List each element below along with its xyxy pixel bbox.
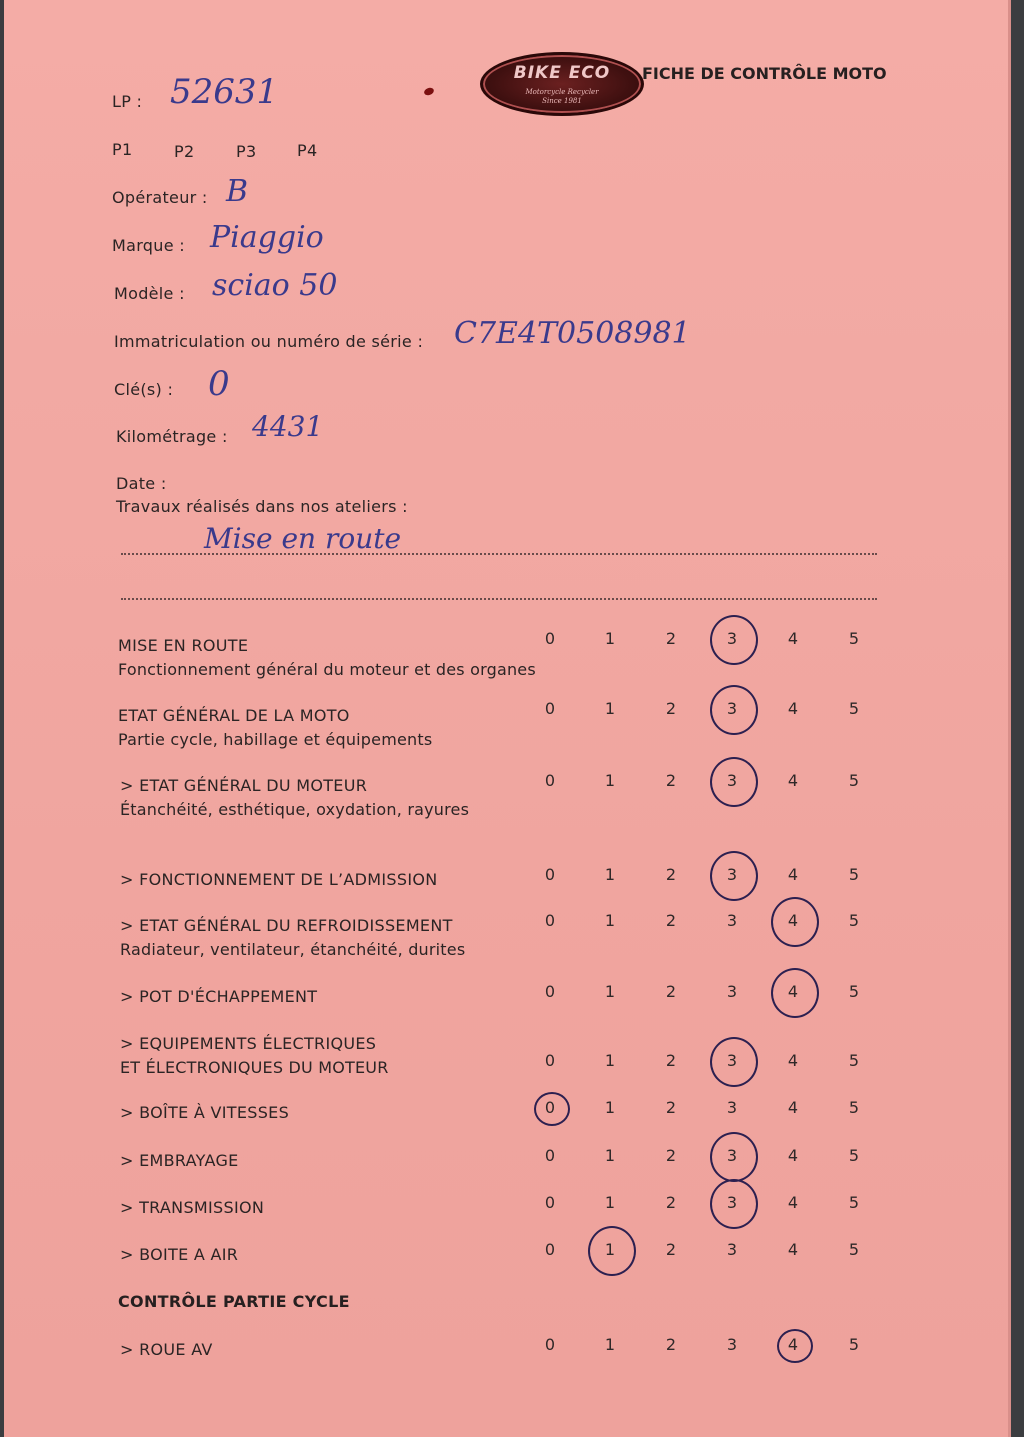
row-score-0[interactable]: 0 xyxy=(544,1193,556,1212)
cycle-row-score-1[interactable]: 1 xyxy=(604,1335,616,1354)
position-p1[interactable]: P1 xyxy=(112,140,133,159)
row-title: > POT D'ÉCHAPPEMENT xyxy=(120,987,318,1006)
operateur-label: Opérateur : xyxy=(112,188,208,207)
row-score-2[interactable]: 2 xyxy=(665,1098,677,1117)
row-score-0[interactable]: 0 xyxy=(544,1051,556,1070)
row-subtitle: Partie cycle, habillage et équipements xyxy=(118,730,433,749)
row-score-1[interactable]: 1 xyxy=(604,1146,616,1165)
row-score-1[interactable]: 1 xyxy=(604,699,616,718)
row-score-3[interactable]: 3 xyxy=(726,911,738,930)
row-score-2[interactable]: 2 xyxy=(665,1051,677,1070)
row-score-0[interactable]: 0 xyxy=(544,629,556,648)
row-title: > EQUIPEMENTS ÉLECTRIQUES xyxy=(120,1034,377,1053)
row-title: > FONCTIONNEMENT DE L’ADMISSION xyxy=(120,870,438,889)
section-partie-cycle: CONTRÔLE PARTIE CYCLE xyxy=(118,1292,350,1311)
row-score-1[interactable]: 1 xyxy=(604,982,616,1001)
immatriculation-value[interactable]: C7E4T0508981 xyxy=(454,316,691,351)
row-score-3[interactable]: 3 xyxy=(726,699,738,718)
row-score-0[interactable]: 0 xyxy=(544,699,556,718)
row-score-5[interactable]: 5 xyxy=(848,629,860,648)
row-score-5[interactable]: 5 xyxy=(848,1193,860,1212)
row-score-5[interactable]: 5 xyxy=(848,865,860,884)
row-score-4[interactable]: 4 xyxy=(787,771,799,790)
row-score-4[interactable]: 4 xyxy=(787,1098,799,1117)
row-score-2[interactable]: 2 xyxy=(665,1193,677,1212)
row-score-0[interactable]: 0 xyxy=(544,982,556,1001)
logo-brand: BIKE ECO xyxy=(513,63,611,83)
row-score-0[interactable]: 0 xyxy=(544,771,556,790)
ink-mark xyxy=(423,87,435,97)
row-score-5[interactable]: 5 xyxy=(848,699,860,718)
date-label: Date : xyxy=(116,474,167,493)
cles-value[interactable]: 0 xyxy=(208,364,230,404)
row-score-4[interactable]: 4 xyxy=(787,1193,799,1212)
operateur-value[interactable]: B xyxy=(226,174,249,209)
logo-tagline: Motorcycle Recycler xyxy=(525,88,599,96)
row-score-1[interactable]: 1 xyxy=(604,1098,616,1117)
lp-label: LP : xyxy=(112,92,143,111)
row-score-4[interactable]: 4 xyxy=(787,1051,799,1070)
cles-label: Clé(s) : xyxy=(114,380,174,399)
row-score-5[interactable]: 5 xyxy=(848,771,860,790)
row-score-3[interactable]: 3 xyxy=(726,1051,738,1070)
row-score-5[interactable]: 5 xyxy=(848,1098,860,1117)
immatriculation-label: Immatriculation ou numéro de série : xyxy=(114,332,424,351)
row-subtitle: ET ÉLECTRONIQUES DU MOTEUR xyxy=(120,1058,389,1077)
travaux-value[interactable]: Mise en route xyxy=(204,522,402,555)
row-score-4[interactable]: 4 xyxy=(787,865,799,884)
row-score-5[interactable]: 5 xyxy=(848,1146,860,1165)
row-score-3[interactable]: 3 xyxy=(726,771,738,790)
row-score-3[interactable]: 3 xyxy=(726,865,738,884)
row-score-2[interactable]: 2 xyxy=(665,771,677,790)
row-score-4[interactable]: 4 xyxy=(787,982,799,1001)
cycle-row-score-0[interactable]: 0 xyxy=(544,1335,556,1354)
travaux-line-1 xyxy=(121,553,877,555)
cycle-row-score-5[interactable]: 5 xyxy=(848,1335,860,1354)
row-subtitle: Étanchéité, esthétique, oxydation, rayures xyxy=(120,800,470,819)
row-score-1[interactable]: 1 xyxy=(604,629,616,648)
row-score-4[interactable]: 4 xyxy=(787,1240,799,1259)
row-score-4[interactable]: 4 xyxy=(787,699,799,718)
row-title: MISE EN ROUTE xyxy=(118,636,249,655)
row-score-1[interactable]: 1 xyxy=(604,1051,616,1070)
travaux-label: Travaux réalisés dans nos ateliers : xyxy=(116,497,408,516)
row-subtitle: Radiateur, ventilateur, étanchéité, durites xyxy=(120,940,466,959)
row-score-2[interactable]: 2 xyxy=(665,629,677,648)
row-score-3[interactable]: 3 xyxy=(726,982,738,1001)
row-score-2[interactable]: 2 xyxy=(665,1146,677,1165)
cycle-row-score-4[interactable]: 4 xyxy=(787,1335,799,1354)
row-score-2[interactable]: 2 xyxy=(665,699,677,718)
row-title: > EMBRAYAGE xyxy=(120,1151,239,1170)
row-score-0[interactable]: 0 xyxy=(544,865,556,884)
position-p2[interactable]: P2 xyxy=(174,142,195,161)
page-title: FICHE DE CONTRÔLE MOTO xyxy=(642,64,887,83)
row-title: ETAT GÉNÉRAL DE LA MOTO xyxy=(118,706,350,725)
row-score-5[interactable]: 5 xyxy=(848,982,860,1001)
cycle-row-score-3[interactable]: 3 xyxy=(726,1335,738,1354)
kilometrage-value[interactable]: 4431 xyxy=(252,410,324,443)
row-score-0[interactable]: 0 xyxy=(544,1098,556,1117)
row-score-1[interactable]: 1 xyxy=(604,911,616,930)
cycle-row-title: > ROUE AV xyxy=(120,1340,213,1359)
row-score-4[interactable]: 4 xyxy=(787,911,799,930)
row-score-0[interactable]: 0 xyxy=(544,1146,556,1165)
row-score-1[interactable]: 1 xyxy=(604,1240,616,1259)
row-score-4[interactable]: 4 xyxy=(787,629,799,648)
row-score-3[interactable]: 3 xyxy=(726,1193,738,1212)
row-score-2[interactable]: 2 xyxy=(665,982,677,1001)
cycle-row-score-2[interactable]: 2 xyxy=(665,1335,677,1354)
lp-value[interactable]: 52631 xyxy=(170,72,279,112)
marque-label: Marque : xyxy=(112,236,185,255)
modele-label: Modèle : xyxy=(114,284,185,303)
row-score-5[interactable]: 5 xyxy=(848,1051,860,1070)
row-score-5[interactable]: 5 xyxy=(848,911,860,930)
row-score-1[interactable]: 1 xyxy=(604,1193,616,1212)
modele-value[interactable]: sciao 50 xyxy=(212,268,338,303)
row-title: > BOÎTE À VITESSES xyxy=(120,1103,290,1122)
row-title: > BOITE A AIR xyxy=(120,1245,239,1264)
row-score-1[interactable]: 1 xyxy=(604,865,616,884)
row-score-4[interactable]: 4 xyxy=(787,1146,799,1165)
row-score-2[interactable]: 2 xyxy=(665,1240,677,1259)
row-title: > ETAT GÉNÉRAL DU MOTEUR xyxy=(120,776,368,795)
row-score-5[interactable]: 5 xyxy=(848,1240,860,1259)
marque-value[interactable]: Piaggio xyxy=(210,220,324,255)
position-p4[interactable]: P4 xyxy=(297,141,318,160)
row-score-1[interactable]: 1 xyxy=(604,771,616,790)
row-score-0[interactable]: 0 xyxy=(544,911,556,930)
row-subtitle: Fonctionnement général du moteur et des organes xyxy=(118,660,536,679)
row-score-2[interactable]: 2 xyxy=(665,911,677,930)
row-score-3[interactable]: 3 xyxy=(726,629,738,648)
row-score-3[interactable]: 3 xyxy=(726,1240,738,1259)
position-p3[interactable]: P3 xyxy=(236,142,257,161)
row-score-3[interactable]: 3 xyxy=(726,1098,738,1117)
kilometrage-label: Kilométrage : xyxy=(116,427,228,446)
form-sheet xyxy=(4,0,1011,1437)
row-title: > TRANSMISSION xyxy=(120,1198,265,1217)
row-score-0[interactable]: 0 xyxy=(544,1240,556,1259)
logo-since: Since 1981 xyxy=(542,97,582,105)
row-score-3[interactable]: 3 xyxy=(726,1146,738,1165)
bike-eco-logo xyxy=(480,52,644,116)
travaux-line-2 xyxy=(121,598,877,600)
row-score-2[interactable]: 2 xyxy=(665,865,677,884)
row-title: > ETAT GÉNÉRAL DU REFROIDISSEMENT xyxy=(120,916,453,935)
